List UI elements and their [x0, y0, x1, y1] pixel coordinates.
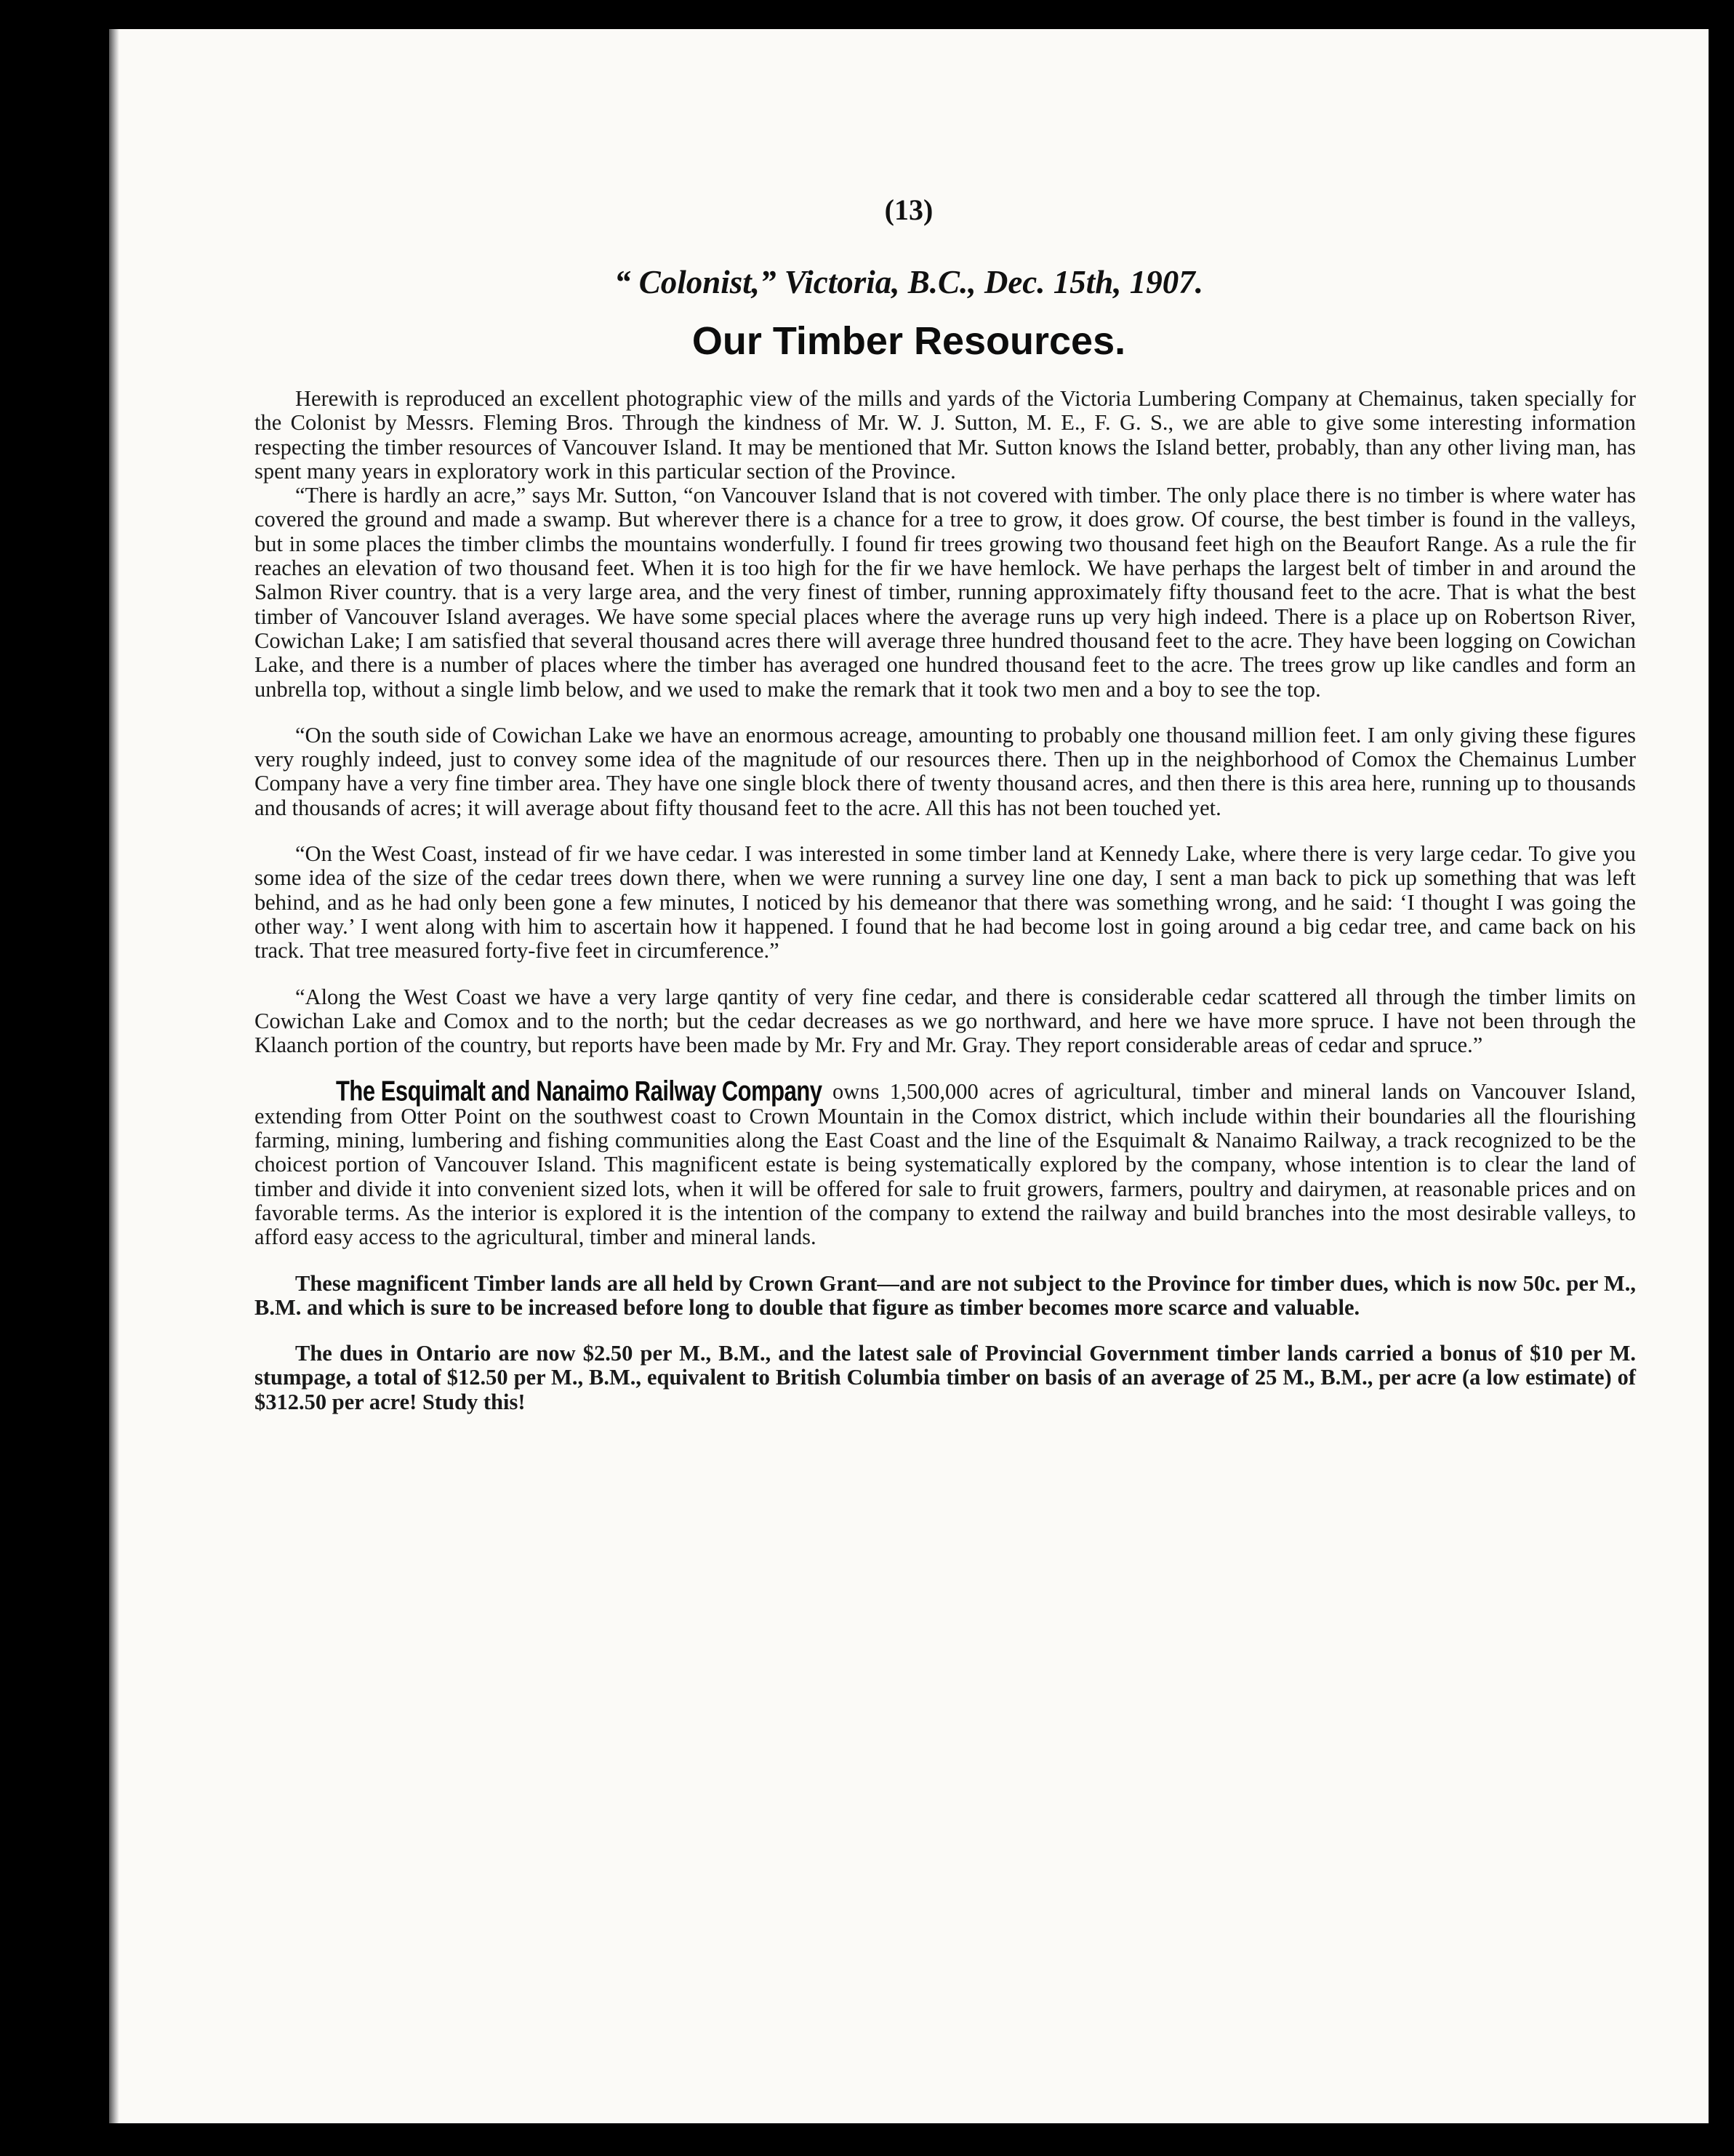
paragraph-crown-grant: These magnificent Timber lands are all held by Crown Grant—and are not subject to the Province for timber dues, which is now 50c. per M., B.M. and which is sure to be increased before long to double that figure as timber becomes more scarce and valuable.	[254, 1270, 1636, 1320]
paragraph-west-coast-cedar: “On the West Coast, instead of fir we have cedar. I was interested in some timber land at Kennedy Lake, where there is very large cedar. To give you some idea of the size of the cedar trees down there, when we were running a survey line one day, I sent a man back to pick up something that was left behind, and as he had only been gone a few minutes, I noticed by his demeanor that there was something wrong, and he said: ‘I thought I was going the other way.’ I went along with him to ascertain how it happened. I found that he had become lost in going around a big cedar tree, and came back on his track. That tree measured forty-five feet in circumference.”	[254, 841, 1636, 963]
document-page	[109, 29, 1709, 2123]
paragraph-ontario-dues: The dues in Ontario are now $2.50 per M., B.M., and the latest sale of Provincial Government timber lands carried a bonus of $10 per M. stumpage, a total of $12.50 per M., B.M., equivalent to British Columbia timber on basis of an average of 25 M., B.M., per acre (a low estimate) of $312.50 per acre! Study this!	[254, 1341, 1636, 1414]
paragraph-intro: Herewith is reproduced an excellent photographic view of the mills and yards of the Victoria Lumbering Company at Chemainus, taken specially for the Colonist by Messrs. Fleming Bros. Through the kindness of Mr. W. J. Sutton, M. E., F. G. S., we are able to give some interesting information respecting the timber resources of Vancouver Island. It may be mentioned that Mr. Sutton knows the Island better, probably, than any other living man, has spent many years in exploratory work in this particular section of the Province.	[254, 386, 1636, 484]
page-number: (13)	[884, 193, 934, 226]
article-headline: Our Timber Resources.	[691, 319, 1126, 363]
paragraph-quote-acreage: “There is hardly an acre,” says Mr. Sutton, “on Vancouver Island that is not covered with timber. The only place there is no timber is where water has covered the ground and made a swamp. But wherever there is a chance for a tree to grow, it does grow. Of course, the best timber is found in the valleys, but in some places the timber climbs the mountains wonderfully. I found fir trees growing two thousand feet high on the Beaufort Range. As a rule the fir reaches an elevation of two thousand feet. When it is too high for the fir we have hemlock. We have perhaps the largest belt of timber in and around the Salmon River country. that is a very large area, and the very finest of timber, running approximately fifty thousand feet to the acre. That is what the best timber of Vancouver Island averages. We have some special places where the average runs up very high indeed. There is a place up on Robertson River, Cowichan Lake; I am satisfied that several thousand acres there will average three hundred thousand feet to the acre. They have been logging on Cowichan Lake, and there is a number of places where the timber has averaged one hundred thousand feet to the acre. The trees grow up like candles and form an unbrella top, without a single limb below, and we used to make the remark that it took two men and a boy to see the top.	[254, 483, 1636, 702]
railway-company-name: The Esquimalt and Nanaimo Railway Company	[336, 1075, 822, 1107]
paragraph-railway-company	[254, 1075, 1637, 1250]
paragraph-spruce: “Along the West Coast we have a very large qantity of very fine cedar, and there is considerable cedar scattered all through the timber limits on Cowichan Lake and Comox and to the north; but the cedar decreases as we go northward, and here we have more spruce. I have not been through the Klaanch portion of the country, but reports have been made by Mr. Fry and Mr. Gray. They report considerable areas of cedar and spruce.”	[254, 984, 1636, 1058]
paragraph-cowichan-lake: “On the south side of Cowichan Lake we have an enormous acreage, amounting to probably one thousand million feet. I am only giving these figures very roughly indeed, just to convey some idea of the magnitude of our resources there. Then up in the neighborhood of Comox the Chemainus Lumber Company have a very fine timber area. They have one single block there of twenty thousand acres, and then there is this area here, running up to thousands and thousands of acres; it will average about fifty thousand feet to the acre. All this has not been touched yet.	[254, 722, 1636, 820]
railway-company-text: owns 1,500,000 acres of agricultural, timber and mineral lands on Vancouver Island, extending from Otter Point on the southwest coast to Crown Mountain in the Comox district, which include within their boundaries all the flourishing farming, mining, lumbering and fishing communities along the East Coast and the line of the Esquimalt & Nanaimo Railway, a track recognized to be the choicest portion of Vancouver Island. This magnificent estate is being systematically explored by the company, whose intention is to clear the land of timber and divide it into convenient sized lots, when it will be offered for sale to fruit growers, farmers, poultry and dairymen, at reasonable prices and on favorable terms. As the interior is explored it is the intention of the company to extend the railway and build branches into the most desirable valleys, to afford easy access to the agricultural, timber and mineral lands.	[254, 1079, 1637, 1250]
source-citation: “ Colonist,” Victoria, B.C., Dec. 15th, 1907.	[614, 264, 1204, 300]
article-body	[254, 387, 1636, 1414]
